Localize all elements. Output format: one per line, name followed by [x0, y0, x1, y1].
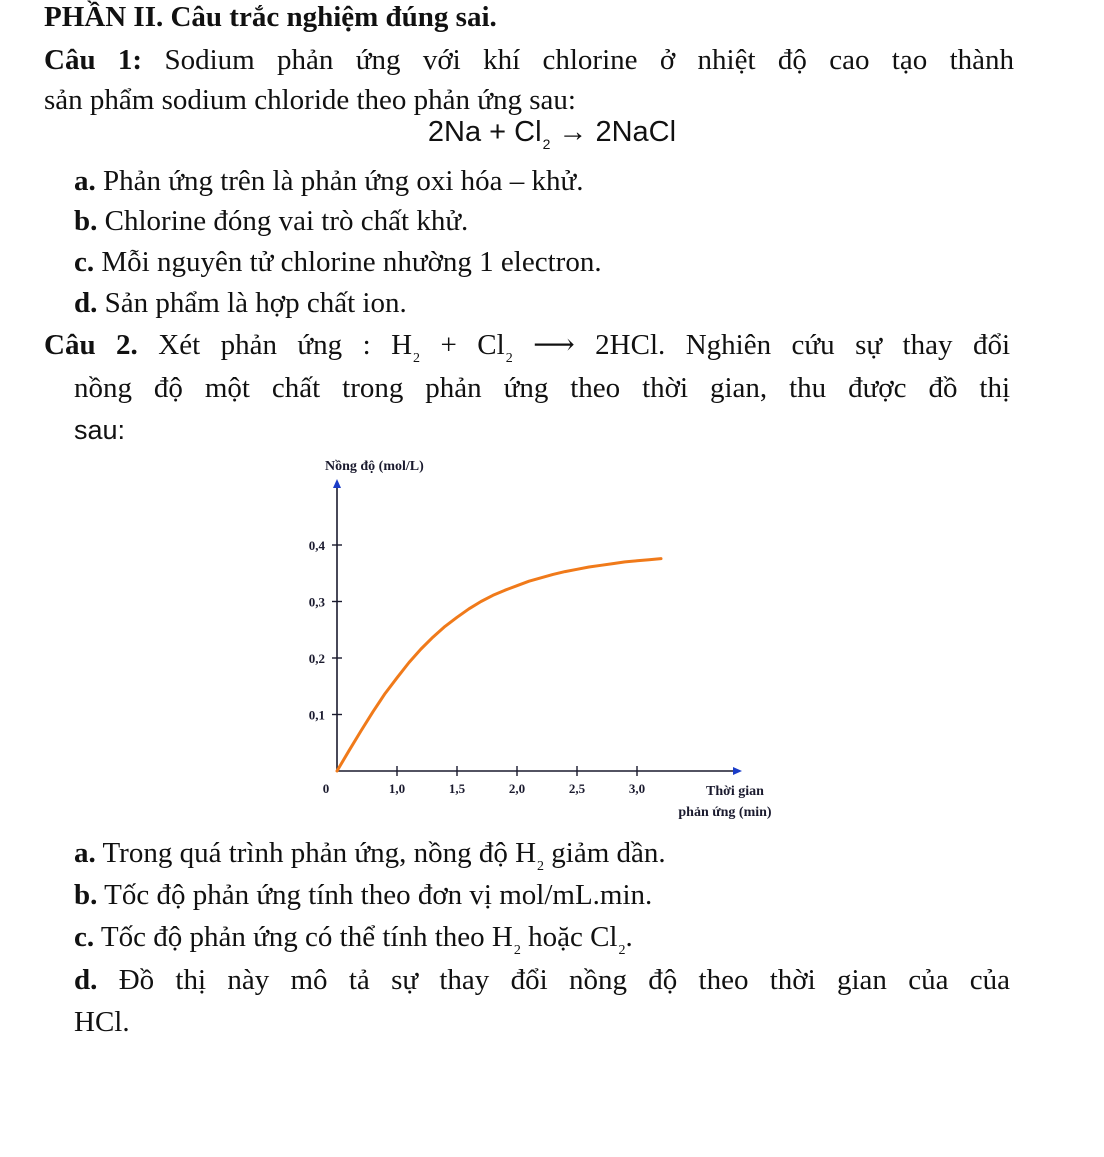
x-axis-title-line2: phản ứng (min): [678, 805, 772, 820]
q2-sub2: 2: [505, 351, 513, 366]
option-letter: a.: [74, 165, 96, 197]
option-text: Mỗi nguyên tử chlorine nhường 1 electron.: [101, 246, 602, 278]
option-text: Phản ứng trên là phản ứng oxi hóa – khử.: [103, 165, 584, 197]
option-text: Đồ thị này mô tả sự thay đổi nồng độ theo thời gian của của: [118, 964, 1010, 996]
q1-stem-line2: sản phẩm sodium chloride theo phản ứng sau:: [44, 84, 576, 116]
option-letter: c.: [74, 246, 95, 278]
eq-rhs: 2NaCl: [595, 116, 677, 148]
q1-option-a: [74, 164, 583, 198]
q2-stem-line1: [44, 328, 1010, 368]
x-tick-label: 2,5: [568, 781, 586, 796]
y-tick-label: 0,1: [308, 707, 325, 723]
option-post: giảm dần.: [544, 837, 666, 869]
q2-option-c: [74, 920, 633, 960]
option-letter: b.: [74, 879, 98, 911]
q2-stem-line3: sau:: [74, 415, 126, 445]
q2-option-a: [74, 836, 666, 876]
q1-equation: [0, 115, 1104, 153]
option-text: Tốc độ phản ứng tính theo đơn vị mol/mL.min.: [104, 879, 653, 911]
option-text: Sản phẩm là hợp chất ion.: [104, 287, 407, 319]
eq-sub: 2: [542, 136, 551, 152]
y-tick-label: 0,3: [308, 594, 325, 610]
q1-option-d: [74, 286, 407, 320]
y-tick-label: 0,4: [308, 538, 325, 553]
concentration-curve: [337, 559, 661, 771]
option-letter: c.: [74, 921, 95, 953]
x-axis-arrow-icon: [733, 767, 742, 775]
q2-option-d-line2: HCl.: [74, 1006, 130, 1038]
x-tick-label: 1,5: [448, 781, 466, 796]
q2-option-d-line1: [74, 963, 1010, 997]
option-mid: hoặc Cl: [520, 921, 618, 953]
option-sub1: 2: [513, 943, 521, 958]
section-title: PHẦN II. Câu trắc nghiệm đúng sai.: [44, 1, 497, 33]
x-axis-title-line1: Thời gian: [706, 784, 764, 799]
q2-stem-post: ⟶ 2HCl. Nghiên cứu sự thay đổi: [512, 329, 1010, 361]
x-tick-label: 3,0: [628, 781, 646, 796]
option-post: .: [625, 921, 633, 953]
y-tick-label: 0,2: [308, 651, 325, 666]
option-letter: d.: [74, 964, 98, 996]
eq-lhs: 2Na + Cl: [427, 116, 542, 148]
eq-arrow: →: [550, 116, 596, 148]
q1-label: Câu 1:: [44, 44, 143, 76]
q1-option-b: [74, 204, 468, 238]
q2-stem-line2: nồng độ một chất trong phản ứng theo thời gian, thu được đồ thị: [74, 372, 1010, 404]
q1-stem-line1: [44, 43, 1014, 77]
option-sub2: 2: [618, 943, 626, 958]
option-pre: Tốc độ phản ứng có thể tính theo H: [100, 921, 513, 953]
option-letter: b.: [74, 205, 98, 237]
y-axis-title: Nồng độ (mol/L): [325, 459, 424, 474]
q2-sub1: 2: [413, 351, 421, 366]
concentration-chart: [270, 450, 810, 830]
q2-stem-mid: + Cl: [420, 329, 505, 361]
x-tick-label: 2,0: [508, 781, 526, 796]
q1-stem-text: Sodium phản ứng với khí chlorine ở nhiệt độ cao tạo thành: [164, 44, 1015, 76]
option-sub: 2: [537, 859, 545, 874]
option-letter: d.: [74, 287, 98, 319]
q2-stem-pre: Xét phản ứng : H: [158, 329, 413, 361]
option-text: Chlorine đóng vai trò chất khử.: [104, 205, 469, 237]
x-origin-label: 0: [322, 781, 330, 796]
option-letter: a.: [74, 837, 96, 869]
y-axis-arrow-icon: [333, 479, 341, 488]
q2-option-b: [74, 878, 652, 912]
option-pre: Trong quá trình phản ứng, nồng độ H: [102, 837, 537, 869]
q2-label: Câu 2.: [44, 329, 138, 361]
q1-option-c: [74, 245, 602, 279]
x-tick-label: 1,0: [388, 781, 406, 796]
